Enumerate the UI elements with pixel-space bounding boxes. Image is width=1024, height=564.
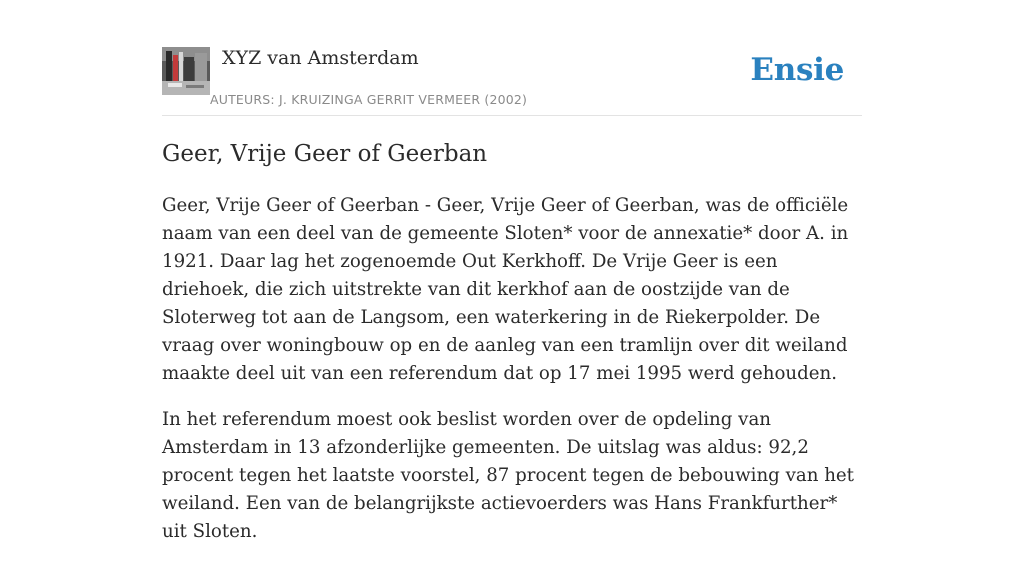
article-paragraph: Geer, Vrije Geer of Geerban - Geer, Vrije Geer of Geerban, was de officiële naam van een deel van de gemeente Sloten* voor de annexatie* door A. in 1921. Daar lag het zogenoemde Out Kerkhoff. De Vrije Geer is een driehoek, die zich uitstrekte van dit kerkhof aan de oostzijde van de Sloterweg tot aan de Langsom, een waterkering in de Riekerpolder. De vraag over woningbouw op en de aanleg van een tramlijn over dit weiland maakte deel uit van een referendum dat op 17 mei 1995 werd gehouden. bbox=[162, 195, 849, 384]
book-title[interactable]: XYZ van Amsterdam bbox=[222, 47, 419, 69]
book-cover-avatar[interactable] bbox=[162, 47, 210, 95]
header bbox=[162, 0, 862, 116]
article-body bbox=[162, 192, 862, 564]
article-paragraph: In het referendum moest ook beslist worden over de opdeling van Amsterdam in 13 afzonderlijke gemeenten. De uitslag was aldus: 92,2 procent tegen het laatste voorstel, 87 procent tegen de bebouwing van het weiland. Een van de belangrijkste actievoerders was Hans Frankfurther* uit Sloten. bbox=[162, 409, 854, 542]
authors-line: AUTEURS: J. KRUIZINGA GERRIT VERMEER (2002) bbox=[210, 92, 528, 107]
book-cover-image bbox=[162, 47, 210, 95]
content-container bbox=[162, 0, 862, 542]
brand-logo[interactable]: Ensie bbox=[750, 52, 844, 88]
article-title: Geer, Vrije Geer of Geerban bbox=[162, 141, 488, 167]
